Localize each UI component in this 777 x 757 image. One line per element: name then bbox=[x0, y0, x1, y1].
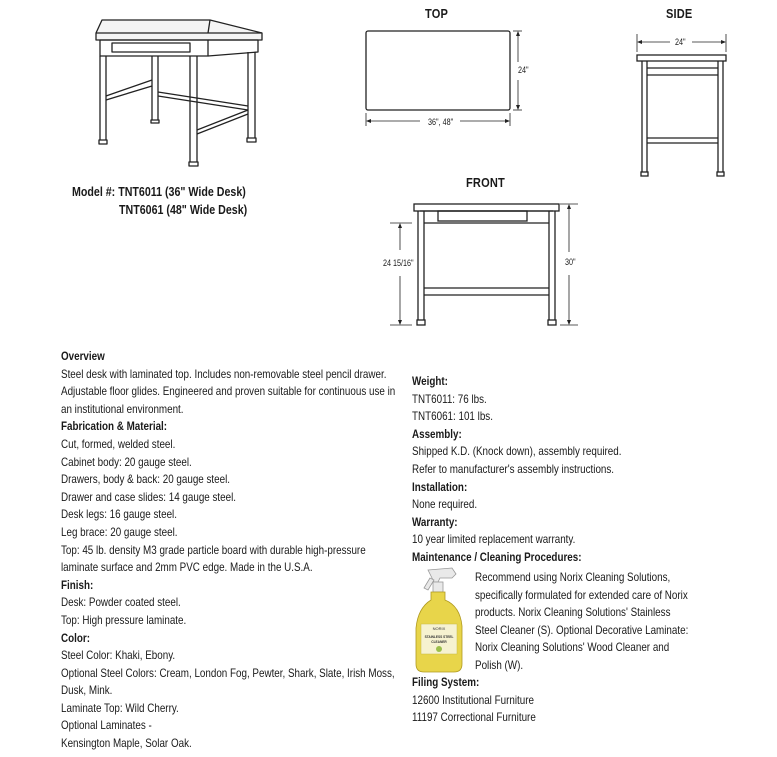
weight-line: TNT6061: 101 lbs. bbox=[412, 409, 493, 424]
side-view-title: SIDE bbox=[666, 6, 693, 21]
maintenance-line: Polish (W). bbox=[475, 657, 524, 672]
fabrication-line: Leg brace: 20 gauge steel. bbox=[61, 524, 178, 539]
specs-right-column bbox=[412, 373, 667, 567]
filing-line: 11197 Correctional Furniture bbox=[412, 710, 536, 725]
maintenance-line: Recommend using Norix Cleaning Solutions, bbox=[475, 570, 671, 584]
fabrication-line: Cut, formed, welded steel. bbox=[61, 436, 176, 451]
fabrication-line: Top: 45 lb. density M3 grade particle board with durable high-pressure bbox=[61, 542, 366, 557]
front-view-title: FRONT bbox=[466, 175, 505, 190]
color-line: Kensington Maple, Solar Oak. bbox=[61, 736, 192, 751]
assembly-line: Refer to manufacturer's assembly instructions. bbox=[412, 461, 615, 476]
bottle-brand-text: NORIX bbox=[432, 626, 446, 631]
filing-heading: Filing System: bbox=[412, 675, 480, 689]
color-line: Laminate Top: Wild Cherry. bbox=[61, 700, 179, 715]
installation-heading: Installation: bbox=[412, 479, 468, 494]
fabrication-line: Drawer and case slides: 14 gauge steel. bbox=[61, 489, 237, 504]
assembly-line: Shipped K.D. (Knock down), assembly required. bbox=[412, 444, 622, 459]
finish-heading: Finish: bbox=[61, 577, 94, 592]
color-line: Dusk, Mink. bbox=[61, 683, 113, 698]
filing-line: 12600 Institutional Furniture bbox=[412, 692, 534, 707]
overview-line: Steel desk with laminated top. Includes non-removable steel pencil drawer. bbox=[61, 366, 387, 381]
warranty-heading: Warranty: bbox=[412, 514, 458, 529]
maintenance-heading: Maintenance / Cleaning Procedures: bbox=[412, 549, 582, 564]
maintenance-line: Steel Cleaner (S). Optional Decorative Laminate: bbox=[475, 622, 689, 637]
fabrication-line: Desk legs: 16 gauge steel. bbox=[61, 507, 177, 522]
weight-line: TNT6011: 76 lbs. bbox=[412, 391, 487, 406]
assembly-heading: Assembly: bbox=[412, 426, 462, 441]
filing-system-section bbox=[412, 674, 563, 727]
fabrication-line: Drawers, body & back: 20 gauge steel. bbox=[61, 472, 231, 487]
overview-line: Adjustable floor glides. Engineered and proven suitable for continuous use in bbox=[61, 384, 396, 399]
color-line: Steel Color: Khaki, Ebony. bbox=[61, 648, 176, 663]
color-heading: Color: bbox=[61, 630, 90, 645]
finish-line: Top: High pressure laminate. bbox=[61, 612, 187, 627]
maintenance-line: products. Norix Cleaning Solutions' Stainless bbox=[475, 605, 671, 620]
top-width-dimension: 36", 48" bbox=[428, 117, 454, 127]
color-line: Optional Steel Colors: Cream, London Fog, Pewter, Shark, Slate, Irish Moss, bbox=[61, 665, 395, 680]
cleaner-bottle-image bbox=[412, 566, 472, 676]
weight-heading: Weight: bbox=[412, 374, 448, 388]
svg-text:CLEANER: CLEANER bbox=[431, 640, 447, 644]
model-number-line-2: TNT6061 (48" Wide Desk) bbox=[119, 202, 248, 217]
front-total-height-dimension: 30" bbox=[565, 257, 576, 267]
fabrication-line: Cabinet body: 20 gauge steel. bbox=[61, 454, 192, 469]
specs-left-column bbox=[61, 348, 469, 753]
overview-heading: Overview bbox=[61, 349, 105, 363]
fabrication-line: laminate surface and 2mm PVC edge. Made in the U.S.A. bbox=[61, 560, 313, 575]
front-inner-height-dimension: 24 15/16" bbox=[383, 258, 414, 268]
side-depth-dimension: 24" bbox=[675, 37, 686, 47]
color-line: Optional Laminates - bbox=[61, 718, 152, 733]
model-number-line-1: Model #: TNT6011 (36" Wide Desk) bbox=[72, 184, 246, 199]
installation-line: None required. bbox=[412, 497, 478, 512]
maintenance-line: specifically formulated for extended care of Norix bbox=[475, 587, 688, 602]
svg-text:STAINLESS STEEL: STAINLESS STEEL bbox=[424, 635, 454, 639]
finish-line: Desk: Powder coated steel. bbox=[61, 595, 181, 610]
top-view-title: TOP bbox=[425, 6, 449, 21]
fabrication-heading: Fabrication & Material: bbox=[61, 419, 168, 434]
maintenance-line: Norix Cleaning Solutions' Wood Cleaner and bbox=[475, 640, 670, 655]
overview-line: an institutional environment. bbox=[61, 401, 184, 416]
maintenance-text bbox=[475, 569, 735, 675]
warranty-line: 10 year limited replacement warranty. bbox=[412, 532, 576, 547]
top-depth-dimension: 24" bbox=[518, 65, 529, 75]
